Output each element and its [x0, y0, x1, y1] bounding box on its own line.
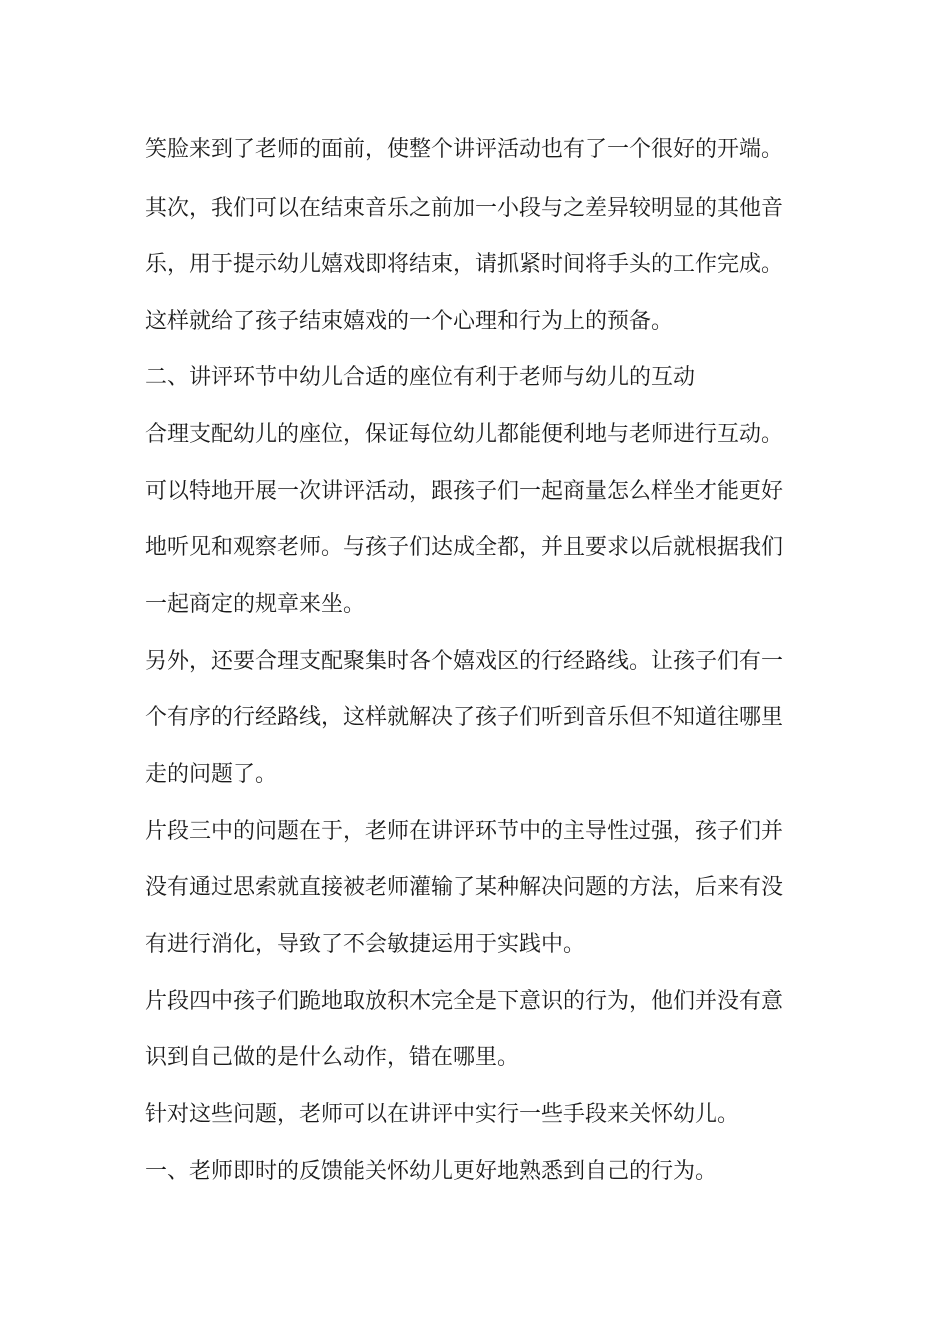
text-line: 可以特地开展一次讲评活动，跟孩子们一起商量怎么样坐才能更好	[145, 479, 784, 504]
text-line: 其次，我们可以在结束音乐之前加一小段与之差异较明显的其他音	[145, 196, 784, 221]
text-line: 针对这些问题，老师可以在讲评中实行一些手段来关怀幼儿。	[145, 1102, 740, 1127]
text-line: 合理支配幼儿的座位，保证每位幼儿都能便利地与老师进行互动。	[145, 422, 784, 447]
text-line: 识到自己做的是什么动作，错在哪里。	[145, 1045, 520, 1070]
text-line: 有进行消化，导致了不会敏捷运用于实践中。	[145, 932, 586, 957]
text-line: 乐，用于提示幼儿嬉戏即将结束，请抓紧时间将手头的工作完成。	[145, 252, 784, 277]
text-line: 走的问题了。	[145, 762, 278, 787]
text-line: 一起商定的规章来坐。	[145, 592, 366, 617]
text-line: 没有通过思索就直接被老师灌输了某种解决问题的方法，后来有没	[145, 875, 784, 900]
text-line: 片段三中的问题在于，老师在讲评环节中的主导性过强，孩子们并	[145, 819, 784, 844]
text-line: 这样就给了孩子结束嬉戏的一个心理和行为上的预备。	[145, 309, 674, 334]
section-heading: 一、老师即时的反馈能关怀幼儿更好地熟悉到自己的行为。	[145, 1159, 718, 1184]
text-line: 另外，还要合理支配聚集时各个嬉戏区的行经路线。让孩子们有一	[145, 649, 784, 674]
text-line: 个有序的行经路线，这样就解决了孩子们听到音乐但不知道往哪里	[145, 705, 784, 730]
text-line: 笑脸来到了老师的面前，使整个讲评活动也有了一个很好的开端。	[145, 137, 784, 162]
text-line: 地听见和观察老师。与孩子们达成全都，并且要求以后就根据我们	[145, 535, 784, 560]
text-line: 片段四中孩子们跪地取放积木完全是下意识的行为，他们并没有意	[145, 989, 784, 1014]
section-heading: 二、讲评环节中幼儿合适的座位有利于老师与幼儿的互动	[145, 365, 696, 390]
